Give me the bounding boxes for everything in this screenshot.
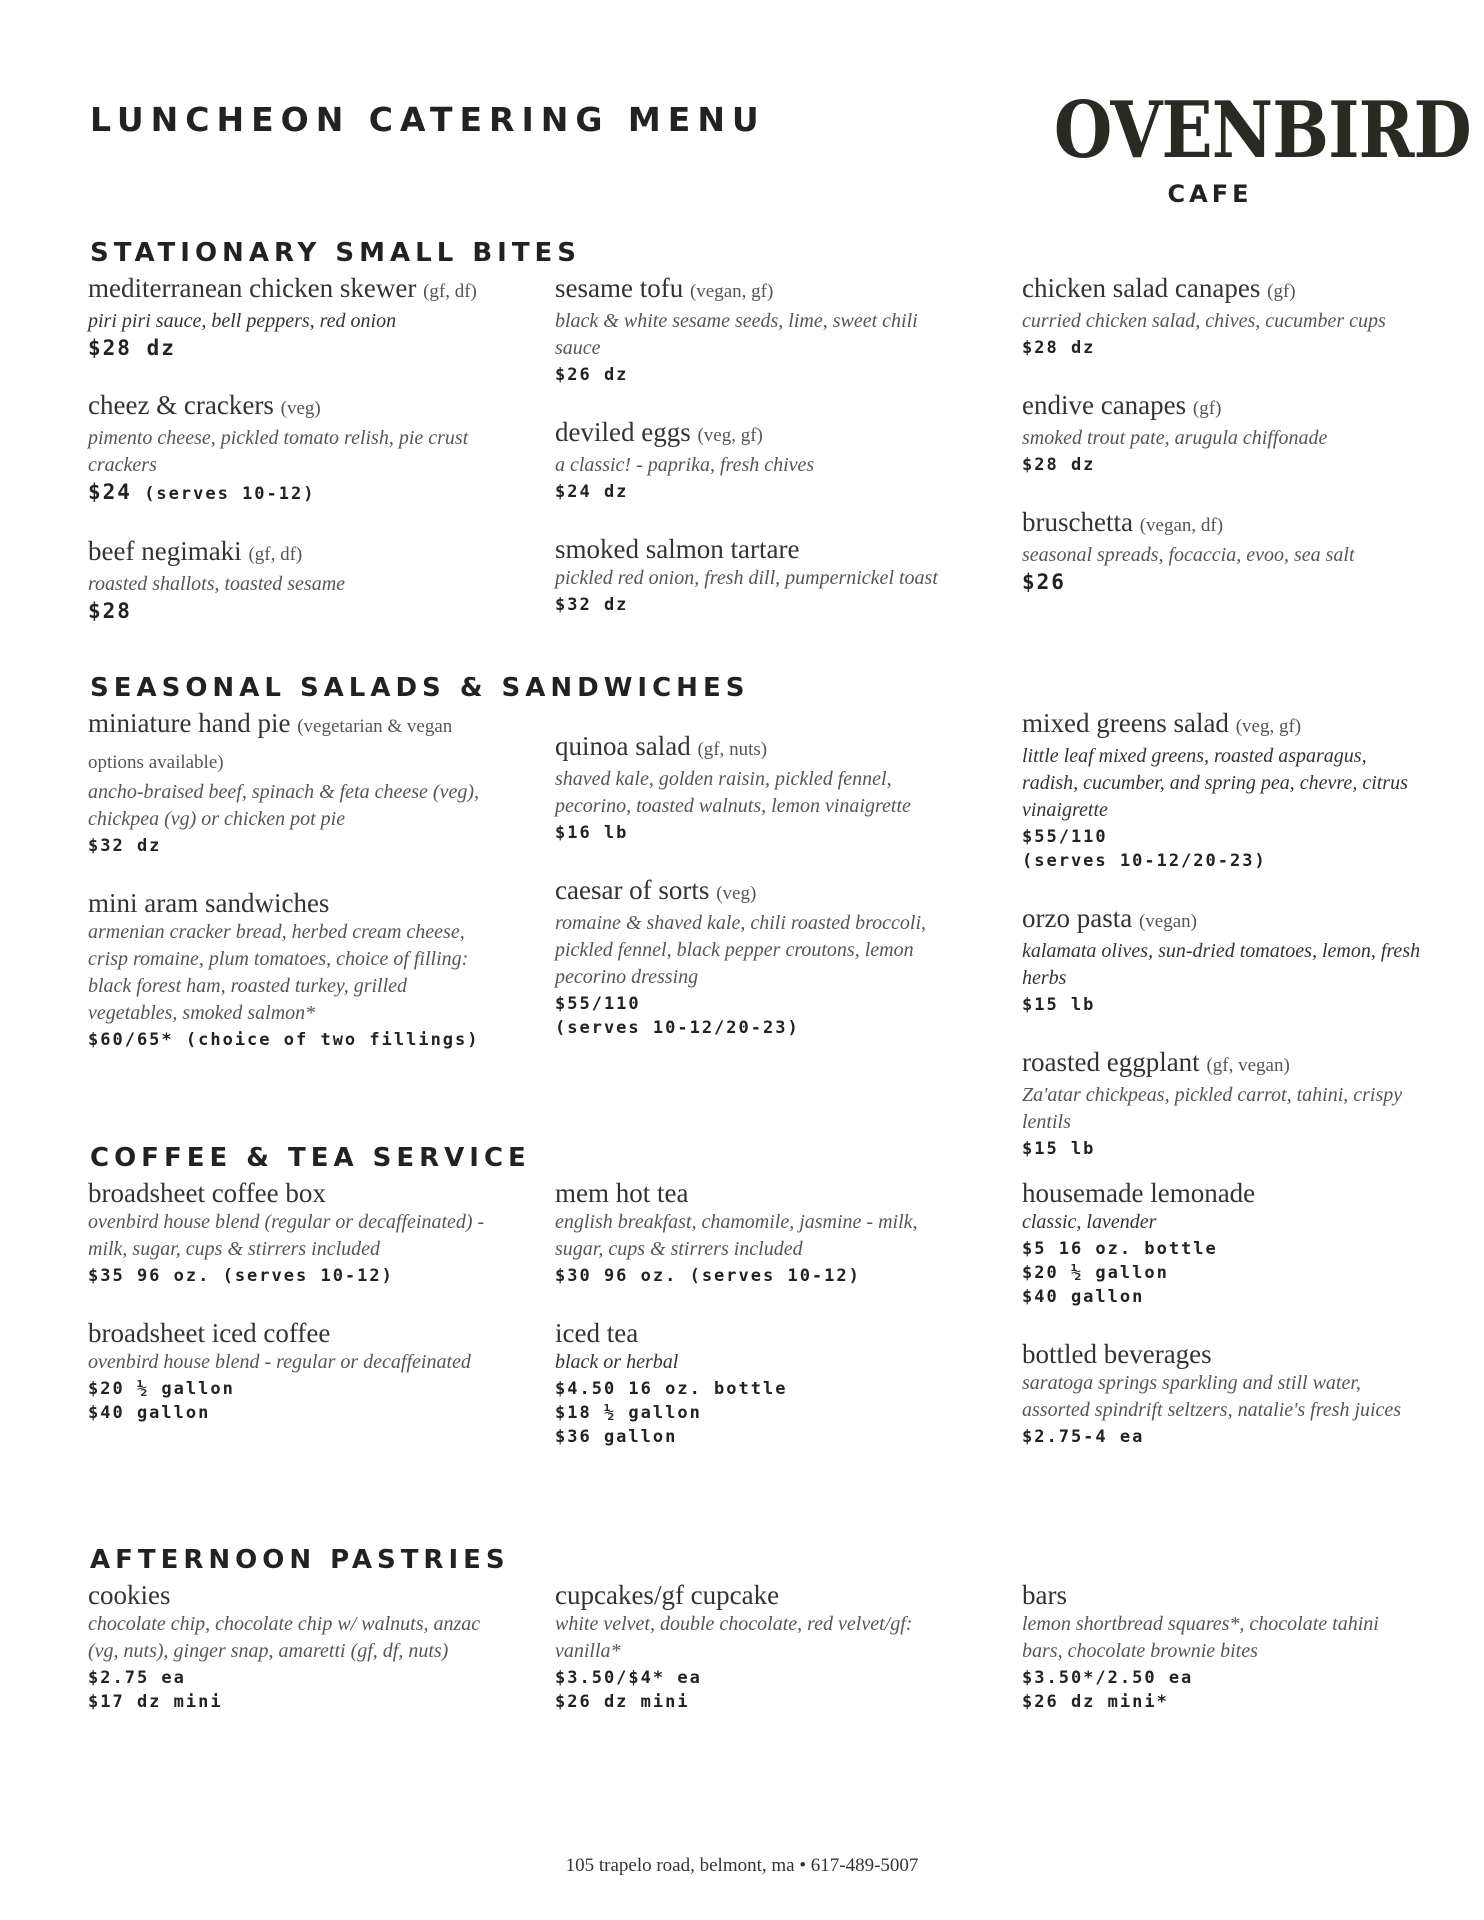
item-price: $32 dz [555,595,629,615]
item-price: $3.50/$4* ea [555,1668,702,1688]
menu-item [555,874,955,1039]
item-desc: pickled red onion, fresh dill, pumpernickel toast [555,567,938,589]
item-price: $28 dz [1022,338,1096,358]
item-desc: saratoga springs sparkling and still water, assorted spindrift seltzers, natalie's fresh juices [1022,1372,1402,1421]
coffee-col-3 [1022,1177,1422,1478]
item-name: bottled beverages [1022,1339,1212,1369]
item-desc: black or herbal [555,1351,679,1373]
menu-item [555,1317,955,1448]
item-price: $32 dz [88,836,162,856]
menu-item [1022,902,1422,1016]
item-desc: curried chicken salad, chives, cucumber cups [1022,310,1386,332]
item-desc: english breakfast, chamomile, jasmine - milk, sugar, cups & stirrers included [555,1211,918,1260]
item-name: bruschetta [1022,507,1133,537]
item-price: $55/110 [555,994,641,1014]
item-price: $5 16 oz. bottle [1022,1239,1218,1259]
item-desc: little leaf mixed greens, roasted asparagus, radish, cucumber, and spring pea, chevre, citrus vinaigrette [1022,745,1408,821]
item-price: $30 96 oz. (serves 10-12) [555,1266,861,1286]
item-price: $26 dz [555,365,629,385]
menu-item [88,1317,488,1424]
item-name: cookies [88,1580,171,1610]
item-price-note: (serves 10-12/20-23) [1022,851,1267,871]
menu-title: LUNCHEON CATERING MENU [90,100,766,139]
coffee-col-2 [555,1177,955,1478]
item-price: $26 [1022,570,1066,594]
item-name: miniature hand pie [88,708,291,738]
item-name: mixed greens salad [1022,708,1229,738]
item-tag: (vegan) [1138,911,1197,932]
item-price: $40 gallon [1022,1287,1145,1307]
menu-item [555,272,955,386]
item-price-note: (serves 10-12) [144,484,316,504]
menu-item [1022,1579,1422,1713]
item-tag: (vegetarian & vegan options available) [88,716,453,773]
menu-item [88,707,488,857]
item-price: $2.75 ea [88,1668,186,1688]
item-price: $28 dz [88,336,176,360]
menu-item [555,533,955,616]
item-desc: chocolate chip, chocolate chip w/ walnuts, anzac (vg, nuts), ginger snap, amaretti (gf, df, nuts) [88,1613,481,1662]
item-desc: white velvet, double chocolate, red velvet/gf: vanilla* [555,1613,913,1662]
item-price: $28 dz [1022,455,1096,475]
small-bites-col-1 [88,272,488,652]
menu-item [555,730,955,844]
item-name: beef negimaki [88,536,242,566]
item-name: sesame tofu [555,273,684,303]
logo-name: OVENBIRD [1053,85,1471,176]
menu-item [1022,707,1422,872]
item-name: roasted eggplant [1022,1047,1200,1077]
item-price: $15 lb [1022,995,1096,1015]
item-price: $55/110 [1022,827,1108,847]
item-price: $24 dz [555,482,629,502]
item-name: chicken salad canapes [1022,273,1261,303]
salads-col-2 [555,730,955,1069]
item-desc: piri piri sauce, bell peppers, red onion [88,310,397,332]
item-name: broadsheet iced coffee [88,1318,331,1348]
section-title-salads: SEASONAL SALADS & SANDWICHES [90,673,750,703]
item-tag: (vegan, gf) [689,281,774,302]
menu-item [88,535,488,622]
item-price: $26 dz mini* [1022,1692,1169,1712]
menu-item [1022,506,1422,593]
menu-item [1022,1046,1422,1160]
item-name: deviled eggs [555,417,691,447]
item-name: orzo pasta [1022,903,1133,933]
menu-item [1022,389,1422,476]
item-name: iced tea [555,1318,639,1348]
item-price: $17 dz mini [88,1692,223,1712]
logo-sub: CAFE [1167,180,1253,208]
item-price: $20 ½ gallon [88,1379,235,1399]
item-price: $15 lb [1022,1139,1096,1159]
item-price: $20 ½ gallon [1022,1263,1169,1283]
item-price: $36 gallon [555,1427,678,1447]
item-price: $16 lb [555,823,629,843]
menu-item [88,887,488,1051]
menu-item [1022,1338,1422,1448]
item-tag: (gf, df) [423,281,477,302]
item-tag: (vegan, df) [1139,515,1224,536]
item-price: $60/65* (choice of two fillings) [88,1030,480,1050]
item-tag: (veg, gf) [1235,716,1302,737]
menu-item [555,416,955,503]
section-title-small-bites: STATIONARY SMALL BITES [90,238,582,268]
footer-address: 105 trapelo road, belmont, ma • 617-489-5007 [565,1855,919,1876]
item-name: mini aram sandwiches [88,888,330,918]
item-name: mem hot tea [555,1178,689,1208]
section-title-coffee-tea: COFFEE & TEA SERVICE [90,1143,531,1173]
item-name: bars [1022,1580,1067,1610]
item-name: endive canapes [1022,390,1187,420]
item-price: $24 [88,480,132,504]
item-name: housemade lemonade [1022,1178,1256,1208]
item-price: $3.50*/2.50 ea [1022,1668,1194,1688]
menu-item [88,272,488,359]
item-name: caesar of sorts [555,875,710,905]
item-desc: lemon shortbread squares*, chocolate tahini bars, chocolate brownie bites [1022,1613,1379,1662]
salads-col-1 [88,707,488,1081]
item-name: cupcakes/gf cupcake [555,1580,780,1610]
section-title-pastries: AFTERNOON PASTRIES [90,1545,510,1575]
menu-item [555,1177,955,1287]
item-name: smoked salmon tartare [555,534,800,564]
item-tag: (gf) [1267,281,1296,302]
menu-item [1022,1177,1422,1308]
item-price: $18 ½ gallon [555,1403,702,1423]
item-name: broadsheet coffee box [88,1178,326,1208]
item-tag: (veg) [280,398,321,419]
item-tag: (gf, df) [248,544,303,565]
item-price: $4.50 16 oz. bottle [555,1379,788,1399]
menu-item [1022,272,1422,359]
menu-item [88,1579,488,1713]
item-desc: black & white sesame seeds, lime, sweet chili sauce [555,310,918,359]
item-name: cheez & crackers [88,390,274,420]
item-tag: (gf, vegan) [1206,1055,1290,1076]
ovenbird-logo [1020,85,1471,208]
item-desc: romaine & shaved kale, chili roasted broccoli, pickled fennel, black pepper croutons, lemon pecorino dressing [555,912,927,988]
small-bites-col-2 [555,272,955,646]
menu-item [88,389,488,505]
item-price: $35 96 oz. (serves 10-12) [88,1266,394,1286]
item-desc: a classic! - paprika, fresh chives [555,454,815,476]
item-desc: pimento cheese, pickled tomato relish, pie crust crackers [88,427,469,476]
item-name: quinoa salad [555,731,691,761]
coffee-col-1 [88,1177,488,1454]
pastries-col-3 [1022,1579,1422,1743]
item-desc: classic, lavender [1022,1211,1157,1233]
item-tag: (gf) [1192,398,1222,419]
item-desc: ancho-braised beef, spinach & feta cheese (veg), chickpea (vg) or chicken pot pie [88,781,479,830]
item-price: $40 gallon [88,1403,211,1423]
item-price-note: (serves 10-12/20-23) [555,1018,800,1038]
item-desc: ovenbird house blend (regular or decaffeinated) - milk, sugar, cups & stirrers included [88,1211,485,1260]
item-price: $2.75-4 ea [1022,1427,1145,1447]
item-desc: kalamata olives, sun-dried tomatoes, lemon, fresh herbs [1022,940,1421,989]
item-tag: (veg) [716,883,757,904]
item-desc: seasonal spreads, focaccia, evoo, sea salt [1022,544,1355,566]
salads-col-3 [1022,707,1422,1190]
item-desc: ovenbird house blend - regular or decaffeinated [88,1351,471,1373]
item-tag: (veg, gf) [697,425,763,446]
item-desc: Za'atar chickpeas, pickled carrot, tahini, crispy lentils [1022,1084,1403,1133]
item-tag: (gf, nuts) [697,739,768,760]
pastries-col-1 [88,1579,488,1743]
small-bites-col-3 [1022,272,1422,623]
item-desc: shaved kale, golden raisin, pickled fennel, pecorino, toasted walnuts, lemon vinaigrette [555,768,911,817]
pastries-col-2 [555,1579,955,1743]
item-price: $26 dz mini [555,1692,690,1712]
item-price: $28 [88,599,132,623]
item-desc: smoked trout pate, arugula chiffonade [1022,427,1328,449]
menu-item [88,1177,488,1287]
item-desc: armenian cracker bread, herbed cream cheese, crisp romaine, plum tomatoes, choice of filling: black forest ham, roasted turkey, grilled vegetables, smoked salmon* [88,921,469,1024]
item-name: mediterranean chicken skewer [88,273,417,303]
item-desc: roasted shallots, toasted sesame [88,573,346,595]
menu-item [555,1579,955,1713]
